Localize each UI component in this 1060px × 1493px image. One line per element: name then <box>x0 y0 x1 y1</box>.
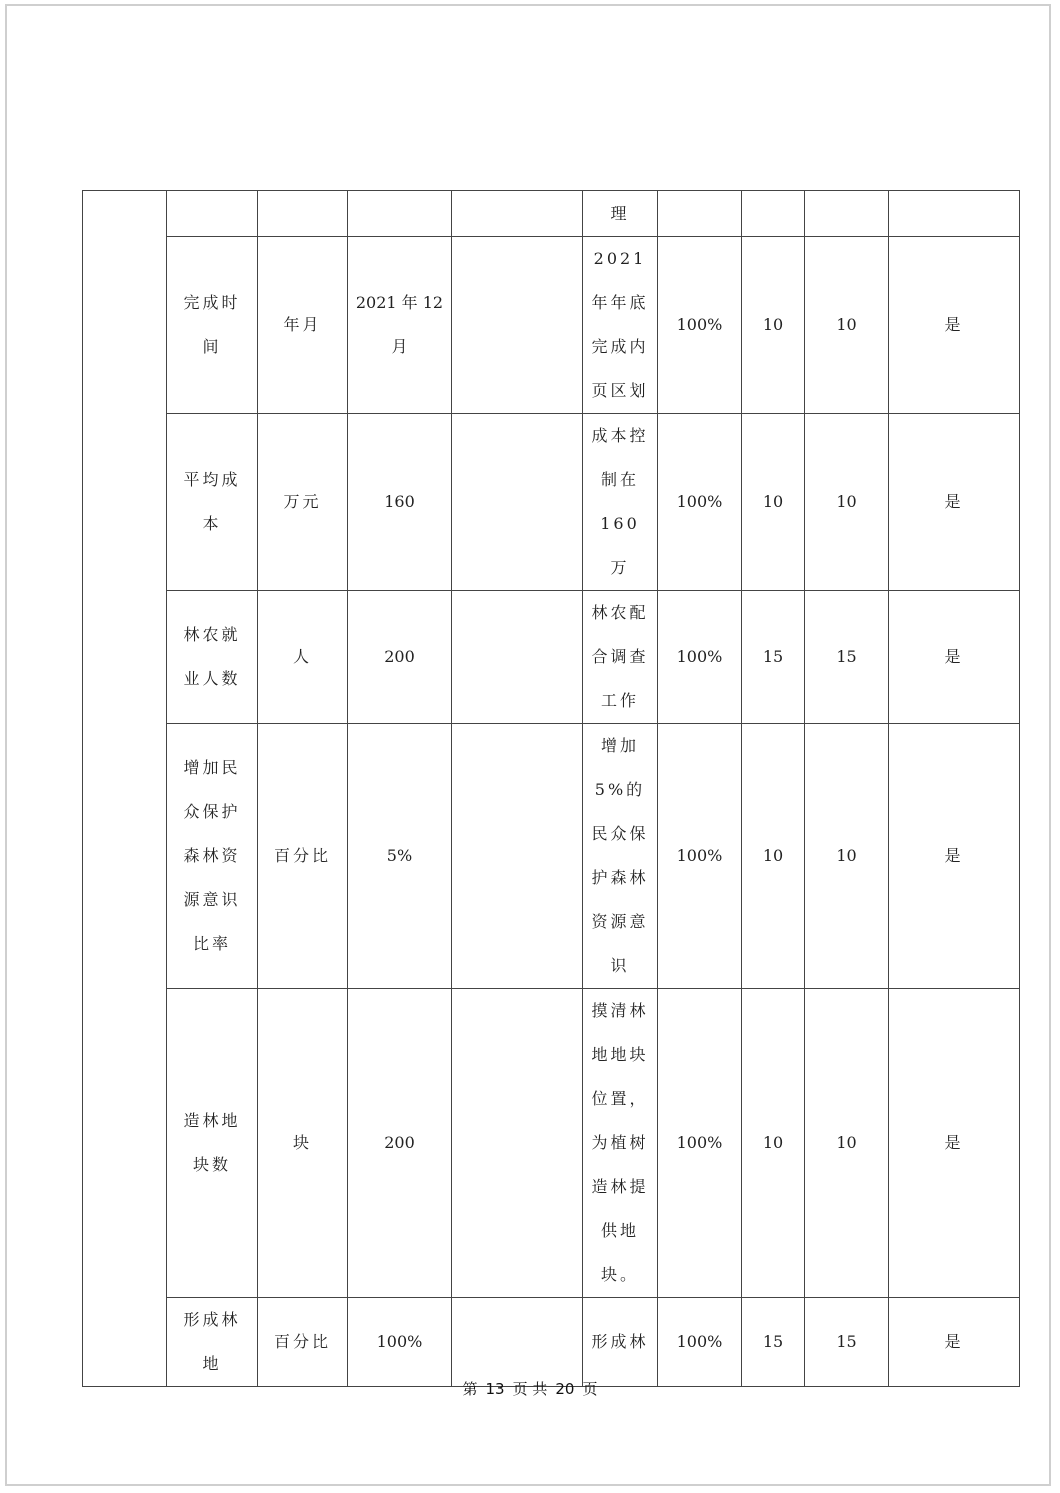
unit-cell: 万元 <box>258 414 348 591</box>
unit-cell: 百分比 <box>258 1298 348 1387</box>
table-row <box>83 191 1020 237</box>
target-cell: 100% <box>348 1298 452 1387</box>
blank-cell <box>452 591 583 724</box>
indicator-name-cell <box>167 191 258 237</box>
result-cell: 是 <box>889 989 1020 1298</box>
score-cell: 10 <box>805 724 889 989</box>
blank-cell <box>452 989 583 1298</box>
target-cell: 160 <box>348 414 452 591</box>
table-row <box>83 1298 1020 1387</box>
score-cell: 10 <box>742 414 805 591</box>
blank-cell <box>452 1298 583 1387</box>
footer-suffix: 页 <box>582 1380 598 1398</box>
footer-middle: 页 共 <box>512 1380 548 1398</box>
description-cell: 林农配合调查工作 <box>583 591 658 724</box>
score-cell: 15 <box>742 1298 805 1387</box>
result-cell: 是 <box>889 591 1020 724</box>
indicator-name-cell: 形成林地 <box>167 1298 258 1387</box>
indicator-name-cell: 林农就业人数 <box>167 591 258 724</box>
target-cell: 5% <box>348 724 452 989</box>
table-row <box>83 989 1020 1298</box>
score-cell: 10 <box>805 414 889 591</box>
description-cell: 形成林 <box>583 1298 658 1387</box>
blank-cell <box>452 237 583 414</box>
rate-cell: 100% <box>658 414 742 591</box>
target-cell: 200 <box>348 989 452 1298</box>
indicator-name-cell: 增加民众保护森林资源意识比率 <box>167 724 258 989</box>
description-cell: 成本控制在 160 万 <box>583 414 658 591</box>
table-row <box>83 414 1020 591</box>
unit-cell: 人 <box>258 591 348 724</box>
description-cell: 摸清林地地块位置，为植树造林提供地块。 <box>583 989 658 1298</box>
description-cell: 理 <box>583 191 658 237</box>
merged-category-cell <box>83 191 167 1387</box>
blank-cell <box>452 191 583 237</box>
score-cell: 10 <box>742 724 805 989</box>
score-cell: 10 <box>742 989 805 1298</box>
result-cell: 是 <box>889 724 1020 989</box>
rate-cell <box>658 191 742 237</box>
unit-cell: 年月 <box>258 237 348 414</box>
rate-cell: 100% <box>658 591 742 724</box>
result-cell: 是 <box>889 1298 1020 1387</box>
page-footer <box>0 1378 1060 1399</box>
unit-cell: 百分比 <box>258 724 348 989</box>
indicator-name-cell: 造林地块数 <box>167 989 258 1298</box>
description-cell: 增加5%的民众保护森林资源意识 <box>583 724 658 989</box>
footer-page-number: 13 <box>485 1380 505 1398</box>
rate-cell: 100% <box>658 1298 742 1387</box>
table-row <box>83 237 1020 414</box>
target-cell: 2021 年 12 月 <box>348 237 452 414</box>
result-cell: 是 <box>889 414 1020 591</box>
target-cell: 200 <box>348 591 452 724</box>
result-cell <box>889 191 1020 237</box>
description-cell: 2021 年年底完成内页区划 <box>583 237 658 414</box>
performance-table <box>82 190 1020 1387</box>
footer-total-pages: 20 <box>555 1380 575 1398</box>
score-cell: 15 <box>805 591 889 724</box>
score-cell <box>742 191 805 237</box>
footer-prefix: 第 <box>462 1380 478 1398</box>
table-row <box>83 724 1020 989</box>
score-cell <box>805 191 889 237</box>
score-cell: 10 <box>805 989 889 1298</box>
score-cell: 10 <box>742 237 805 414</box>
rate-cell: 100% <box>658 724 742 989</box>
result-cell: 是 <box>889 237 1020 414</box>
score-cell: 15 <box>742 591 805 724</box>
rate-cell: 100% <box>658 989 742 1298</box>
table-row <box>83 591 1020 724</box>
score-cell: 15 <box>805 1298 889 1387</box>
rate-cell: 100% <box>658 237 742 414</box>
indicator-name-cell: 平均成本 <box>167 414 258 591</box>
indicator-name-cell: 完成时间 <box>167 237 258 414</box>
unit-cell: 块 <box>258 989 348 1298</box>
unit-cell <box>258 191 348 237</box>
target-cell <box>348 191 452 237</box>
score-cell: 10 <box>805 237 889 414</box>
blank-cell <box>452 414 583 591</box>
blank-cell <box>452 724 583 989</box>
